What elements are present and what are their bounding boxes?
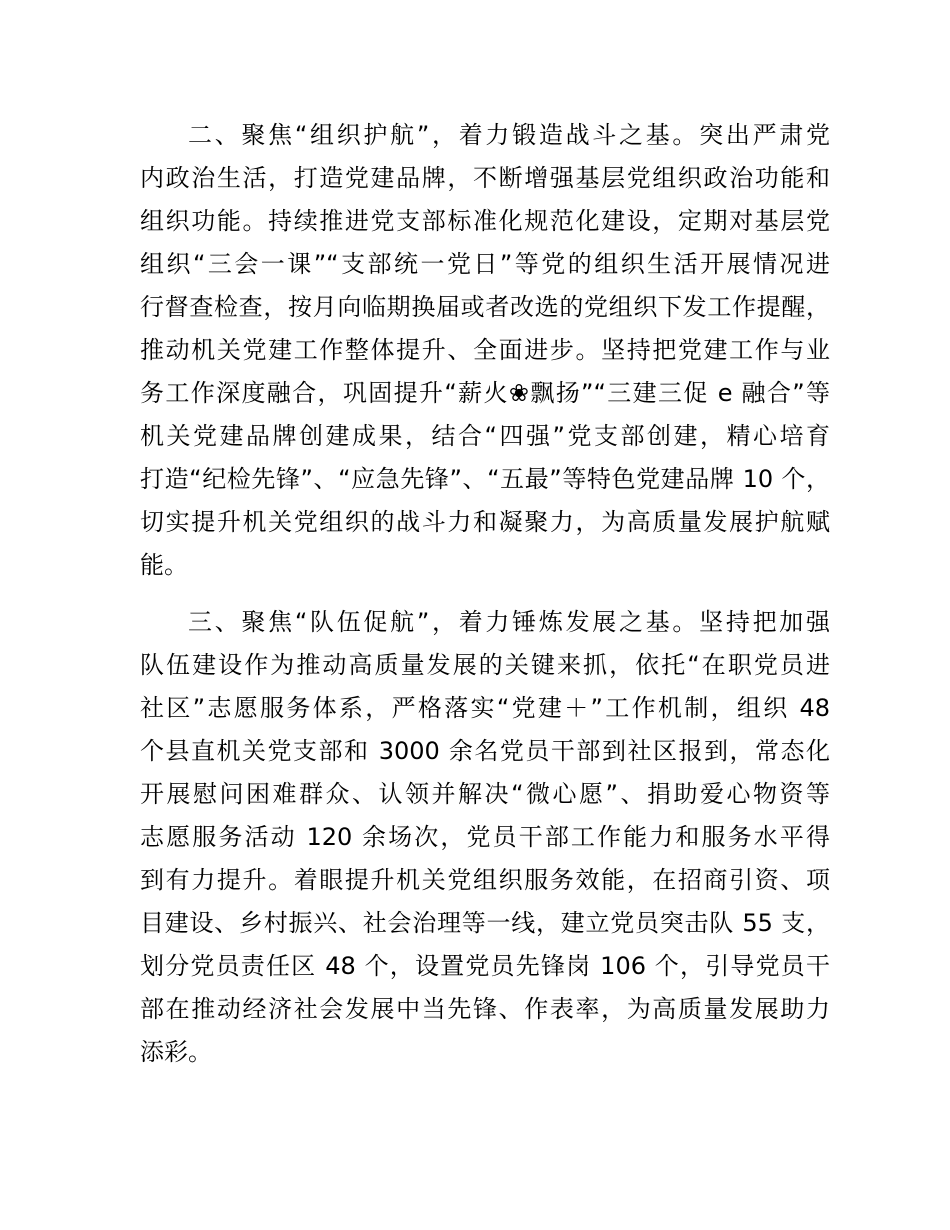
text-line: 组织功能。持续推进党支部标准化规范化建设，定期对基层党: [140, 207, 830, 235]
text-line: 打造“纪检先锋”、“应急先锋”、“五最”等特色党建品牌 10 个，: [140, 465, 830, 493]
text-line: 行督查检查，按月向临期换届或者改选的党组织下发工作提醒，: [140, 293, 830, 321]
text-line: 推动机关党建工作整体提升、全面进步。坚持把党建工作与业: [140, 336, 830, 364]
paragraph-organization-escort: [140, 114, 830, 587]
text-line: 组织“三会一课”“支部统一党日”等党的组织生活开展情况进: [140, 250, 830, 278]
text-line: 部在推动经济社会发展中当先锋、作表率，为高质量发展助力: [140, 995, 830, 1023]
paragraph-spacer: [140, 587, 830, 601]
paragraph-team-promotion: [140, 601, 830, 1074]
text-line: 开展慰问困难群众、认领并解决“微心愿”、捐助爱心物资等: [140, 780, 830, 808]
text-line: 到有力提升。着眼提升机关党组织服务效能，在招商引资、项: [140, 866, 830, 894]
text-line: 能。: [140, 551, 188, 579]
text-line: 志愿服务活动 120 余场次，党员干部工作能力和服务水平得: [140, 823, 830, 851]
text-line: 机关党建品牌创建成果，结合“四强”党支部创建，精心培育: [140, 422, 830, 450]
text-line: 二、聚焦“组织护航”，着力锻造战斗之基。突出严肃党: [188, 121, 830, 149]
text-line: 三、聚焦“队伍促航”，着力锤炼发展之基。坚持把加强: [188, 608, 830, 636]
text-line: 切实提升机关党组织的战斗力和凝聚力，为高质量发展护航赋: [140, 508, 830, 536]
text-line: 目建设、乡村振兴、社会治理等一线，建立党员突击队 55 支，: [140, 909, 830, 937]
text-line: 划分党员责任区 48 个，设置党员先锋岗 106 个，引导党员干: [140, 952, 830, 980]
text-line: 社区”志愿服务体系，严格落实“党建＋”工作机制，组织 48: [140, 694, 830, 722]
text-line: 队伍建设作为推动高质量发展的关键来抓，依托“在职党员进: [140, 651, 830, 679]
document-body: [140, 114, 830, 1074]
text-line: 个县直机关党支部和 3000 余名党员干部到社区报到，常态化: [140, 737, 830, 765]
text-line: 添彩。: [140, 1038, 212, 1066]
text-line: 内政治生活，打造党建品牌，不断增强基层党组织政治功能和: [140, 164, 830, 192]
text-line: 务工作深度融合，巩固提升“薪火❀飘扬”“三建三促 e 融合”等: [140, 379, 830, 407]
